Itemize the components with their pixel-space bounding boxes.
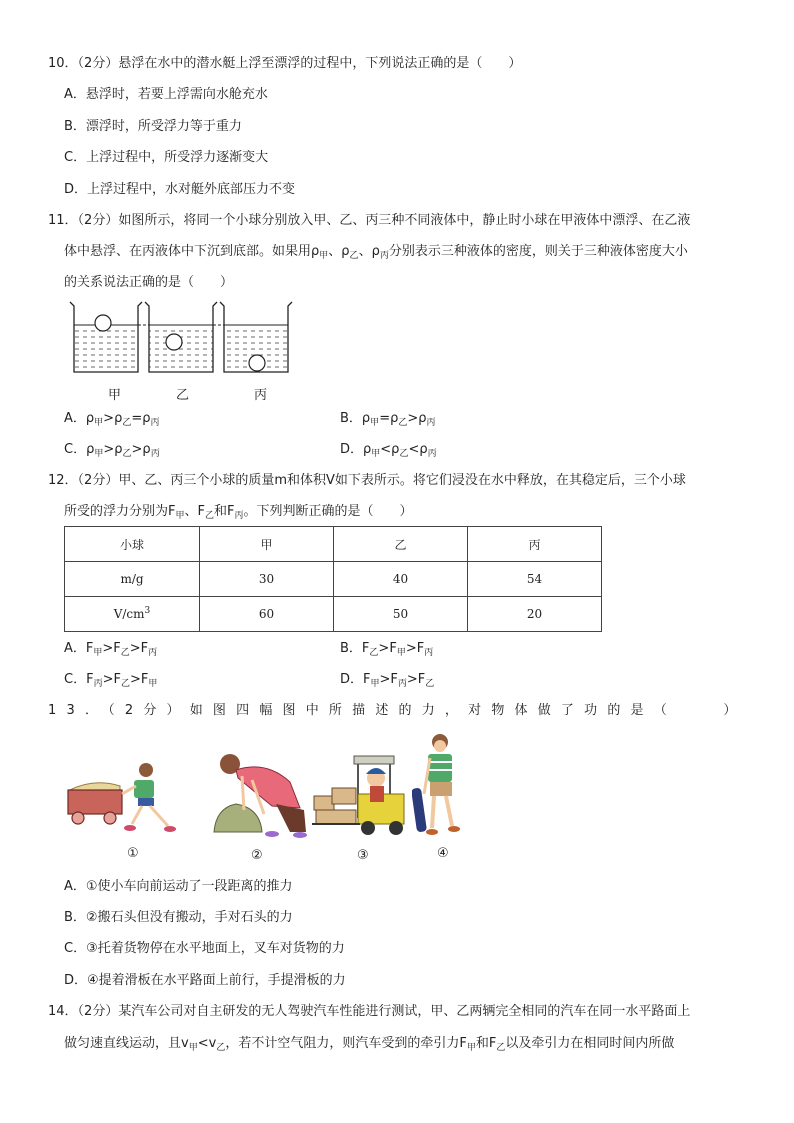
table-header-cell: 甲 bbox=[200, 527, 334, 562]
ball-data-table bbox=[64, 526, 602, 632]
beaker-label-bing: 丙 bbox=[254, 388, 268, 403]
q12-option-d: D．$F_甲>F_丙>F_乙$ bbox=[340, 672, 435, 689]
q10-option-a: A．悬浮时，若要上浮需向水舱充水 bbox=[64, 87, 268, 102]
figure-label-3: ③ bbox=[357, 848, 369, 863]
q10-stem: 10．（2分）悬浮在水中的潜水艇上浮至漂浮的过程中，下列说法正确的是（ ） bbox=[48, 56, 522, 71]
ball-floating bbox=[95, 315, 111, 331]
forklift-illustration bbox=[308, 748, 412, 840]
q11-option-c: C．$\rho_甲>\rho_乙>\rho_丙$ bbox=[64, 442, 160, 459]
figure-label-1: ① bbox=[127, 846, 139, 861]
figure-label-2: ② bbox=[251, 848, 263, 863]
table-cell: 50 bbox=[334, 597, 468, 632]
beaker-bing bbox=[220, 302, 292, 372]
q11-stem-line2: 体中悬浮、在丙液体中下沉到底部。如果用$\rho_甲$、$\rho_乙$、$\rho_丙$分别表示三种液体的密度，则关于三种液体密度大小 bbox=[64, 244, 688, 261]
q13-option-a: A．①使小车向前运动了一段距离的推力 bbox=[64, 879, 293, 894]
table-cell: m/g bbox=[65, 562, 200, 597]
figure-label-4: ④ bbox=[437, 846, 449, 861]
table-header-cell: 乙 bbox=[334, 527, 468, 562]
table-row bbox=[65, 527, 602, 562]
q13-option-b: B．②搬石头但没有搬动，手对石头的力 bbox=[64, 910, 293, 925]
skateboard-illustration bbox=[412, 732, 468, 838]
beakers-figure bbox=[66, 298, 296, 378]
q11-option-b: B．$\rho_甲=\rho_乙>\rho_丙$ bbox=[340, 411, 436, 428]
beaker-jia bbox=[70, 302, 142, 372]
table-cell: 30 bbox=[200, 562, 334, 597]
q12-stem-line1: 12．（2分）甲、乙、丙三个小球的质量m和体积V如下表所示。将它们浸没在水中释放，在其稳定后，三个小球 bbox=[48, 473, 686, 488]
q12-option-a: A．$F_甲>F_乙>F_丙$ bbox=[64, 641, 158, 658]
q12-option-c: C．$F_丙>F_乙>F_甲$ bbox=[64, 672, 158, 689]
ball-suspended bbox=[166, 334, 182, 350]
lifting-stone-illustration bbox=[206, 748, 318, 840]
q13-stem: 13．（2分）如图四幅图中所描述的力，对物体做了功的是（ ） bbox=[48, 703, 747, 718]
q10-option-d: D．上浮过程中，水对艇外底部压力不变 bbox=[64, 182, 296, 197]
table-header-cell: 小球 bbox=[65, 527, 200, 562]
table-cell: 60 bbox=[200, 597, 334, 632]
q13-option-c: C．③托着货物停在水平地面上，叉车对货物的力 bbox=[64, 941, 345, 956]
table-cell: 20 bbox=[468, 597, 602, 632]
table-row bbox=[65, 597, 602, 632]
q10-option-c: C．上浮过程中，所受浮力逐渐变大 bbox=[64, 150, 269, 165]
table-cell: 54 bbox=[468, 562, 602, 597]
q11-stem-line1: 11．（2分）如图所示，将同一个小球分别放入甲、乙、丙三种不同液体中，静止时小球在甲液体中漂浮、在乙液 bbox=[48, 213, 691, 228]
q12-option-b: B．$F_乙>F_甲>F_丙$ bbox=[340, 641, 434, 658]
q11-option-d: D．$\rho_甲<\rho_乙<\rho_丙$ bbox=[340, 442, 437, 459]
q14-stem-line1: 14．（2分）某汽车公司对自主研发的无人驾驶汽车性能进行测试，甲、乙两辆完全相同的汽车在同一水平路面上 bbox=[48, 1004, 691, 1019]
q12-stem-line2: 所受的浮力分别为$F_甲$、$F_乙$和$F_丙$。下列判断正确的是（ ） bbox=[64, 504, 413, 521]
q10-option-b: B．漂浮时，所受浮力等于重力 bbox=[64, 119, 242, 134]
q14-stem-line2: 做匀速直线运动，且$v_甲<v_乙$，若不计空气阻力，则汽车受到的牵引力$F_甲$和$F_乙$以及牵引力在相同时间内所做 bbox=[64, 1036, 675, 1053]
table-row bbox=[65, 562, 602, 597]
table-header-cell: 丙 bbox=[468, 527, 602, 562]
pushing-cart-illustration bbox=[64, 760, 182, 838]
q13-option-d: D．④提着滑板在水平路面上前行，手提滑板的力 bbox=[64, 973, 346, 988]
beaker-label-yi: 乙 bbox=[176, 388, 190, 403]
table-cell: 40 bbox=[334, 562, 468, 597]
q11-stem-line3: 的关系说法正确的是（ ） bbox=[64, 275, 234, 290]
beaker-label-jia: 甲 bbox=[108, 388, 122, 403]
table-cell: $V/cm^3$ bbox=[65, 597, 200, 632]
beaker-yi bbox=[145, 302, 217, 372]
q11-option-a: A．$\rho_甲>\rho_乙=\rho_丙$ bbox=[64, 411, 160, 428]
ball-sunk bbox=[249, 355, 265, 371]
